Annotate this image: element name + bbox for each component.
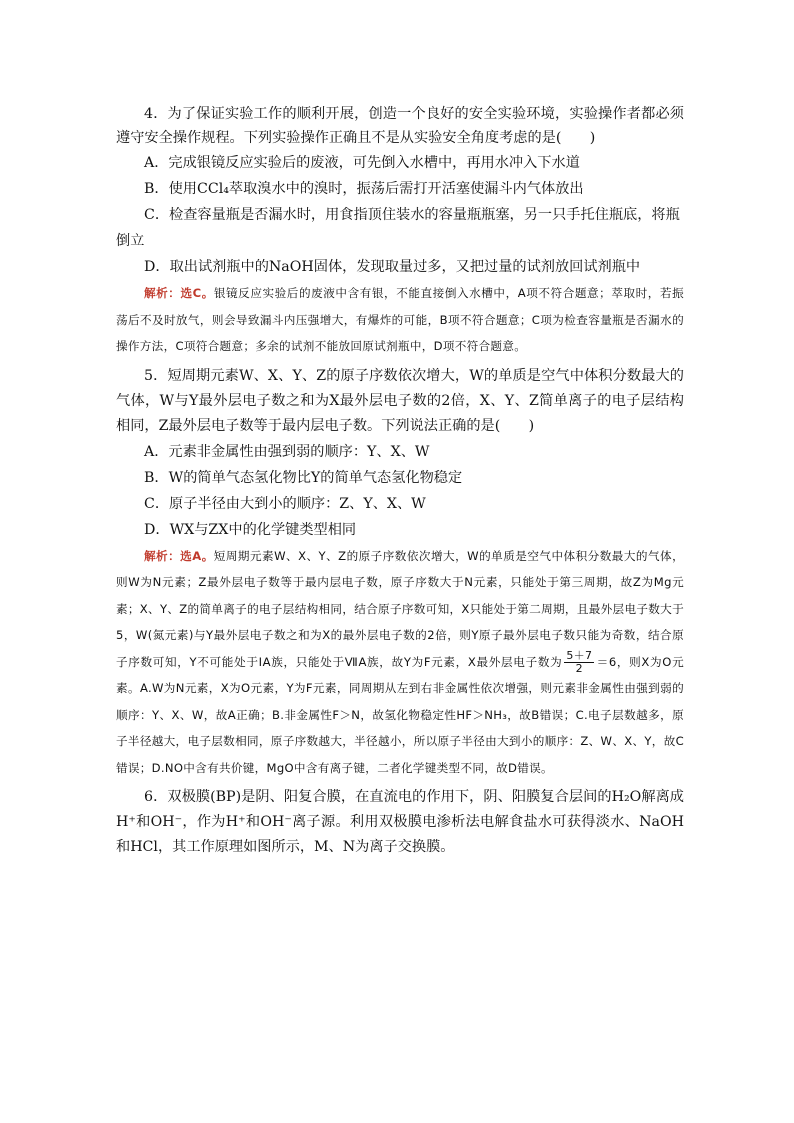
question-4-option-b: B．使用CCl₄萃取溴水中的溴时，振荡后需打开活塞使漏斗内气体放出 [144,181,584,197]
question-6-stem: 6．双极膜(BP)是阴、阳复合膜，在直流电的作用下，阴、阳膜复合层间的H₂O解离成H⁺和OH⁻，作为H⁺和OH⁻离子源。利用双极膜电渗析法电解食盐水可获得淡水、NaOH和HCl，其工作原理如图所示，M、N为离子交换膜。 [116,789,684,855]
question-5-analysis [116,543,684,782]
fraction-denominator: 2 [575,661,583,675]
question-5-stem: 5．短周期元素W、X、Y、Z的原子序数依次增大，W的单质是空气中体积分数最大的气体，W与Y最外层电子数之和为X最外层电子数的2倍，X、Y、Z简单离子的电子层结构相同，Z最外层电子数等于最内层电子数。下列说法正确的是( ) [116,367,684,434]
question-5-option-a: A．元素非金属性由强到弱的顺序：Y、X、W [144,443,430,460]
question-5-option-b: B．W的简单气态氢化物比Y的简单气态氢化物稳定 [144,469,463,486]
question-4-option-a: A．完成银镜反应实验后的废液，可先倒入水槽中，再用水冲入下水道 [144,155,580,171]
question-5-option-d: D．WX与ZX中的化学键类型相同 [144,521,357,538]
fraction-numerator: 5＋7 [566,648,593,662]
question-4-option-c: C．检查容量瓶是否漏水时，用食指顶住装水的容量瓶瓶塞，另一只手托住瓶底，将瓶倒立 [116,207,680,249]
question-4-stem: 4．为了保证实验工作的顺利开展，创造一个良好的安全实验环境，实验操作者都必须遵守安全操作规程。下列实验操作正确且不是从实验安全角度考虑的是( ) [116,106,684,146]
analysis-text-part2: ＝6，则X为O元素。A.W为N元素，X为O元素，Y为F元素，同周期从左到右非金属性依次增强，则元素非金属性由强到弱的顺序：Y、X、W，故A正确；B.非金属性F＞N，故氢化物稳定性HF＞NH₃，故B错误；C.电子层数越多，原子半径越大，电子层数相同，原子序数越大，半径越小，所以原子半径由大到小的顺序：Z、W、X、Y，故C错误；D.NO中含有共价键，MgO中含有离子键，二者化学键类型不同，故D错误。 [116,654,684,775]
question-4-analysis [116,280,684,360]
question-5-option-c: C．原子半径由大到小的顺序：Z、Y、X、W [144,495,426,512]
question-4-option-d: D．取出试剂瓶中的NaOH固体，发现取量过多，又把过量的试剂放回试剂瓶中 [144,259,641,275]
analysis-tag: 解析：选A。 [144,548,214,563]
document-body [116,102,684,860]
analysis-tag: 解析：选C。 [144,286,214,300]
analysis-text-part1: 短周期元素W、X、Y、Z的原子序数依次增大，W的单质是空气中体积分数最大的气体，则W为N元素；Z最外层电子数等于最内层电子数，原子序数大于N元素，只能处于第三周期，故Z为Mg元素；X、Y、Z的简单离子的电子层结构相同，结合原子序数可知，X只能处于第二周期，且最外层电子数大于5，W(氮元素)与Y最外层电子数之和为X的最外层电子数的2倍，则Y原子最外层电子数只能为奇数，结合原子序数可知，Y不可能处于ⅠA族，只能处于ⅦA族，故Y为F元素，X最外层电子数为 [116,548,684,669]
fraction [564,650,594,675]
analysis-text: 银镜反应实验后的废液中含有银，不能直接倒入水槽中，A项不符合题意；萃取时，若振荡后不及时放气，则会导致漏斗内压强增大，有爆炸的可能，B项不符合题意；C项为检查容量瓶是否漏水的操作方法，C项符合题意；多余的试剂不能放回原试剂瓶中，D项不符合题意。 [116,286,685,353]
